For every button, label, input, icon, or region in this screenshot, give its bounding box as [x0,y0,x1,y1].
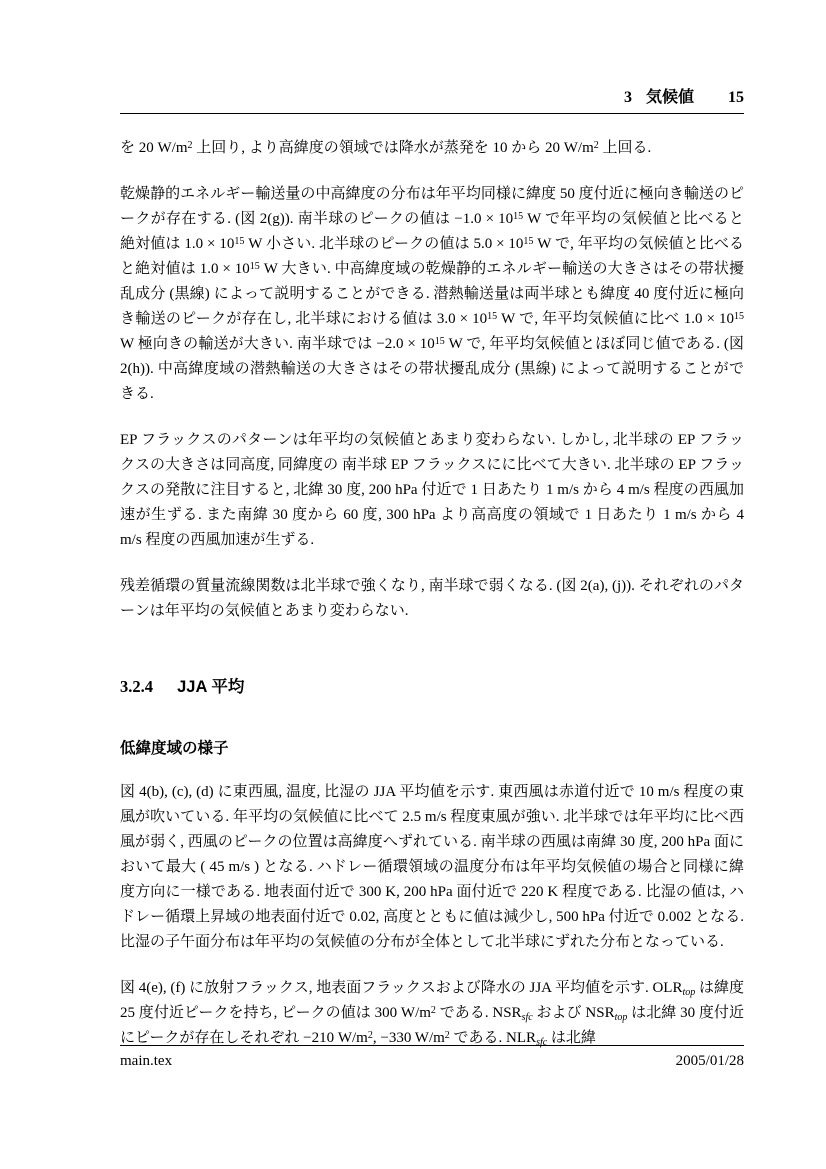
page-header [120,88,744,114]
page-footer [120,1040,744,1072]
header-section-title: 気候値 [645,89,694,106]
section-heading-title: JJA 平均 [177,678,245,696]
footer-filename: main.tex [120,1053,173,1069]
header-line [120,88,744,108]
paragraph-dry-static-energy-transport: 乾燥静的エネルギー輸送量の中高緯度の分布は年平均同様に緯度 50 度付近に極向き輸送のピークが存在する. (図 2(g)). 南半球のピークの値は $-1.0 \times 10^{15}$ W で年平均の気候値と比べると絶対値は $1.0 \times 10^{15}$ W 小さい. 北半球のピークの値は $5.0 \times 10^{15}$ W で, 年平均の気候値と比べると絶対値は $1.0 \times 10^{15}$ W 大きい. 中高緯度域の乾燥静的エネルギー輸送の大きさはその帯状擾乱成分 (黒線) によって説明することができる. 潜熱輸送量は両半球とも緯度 40 度付近に極向き輸送のピークが存在し, 北半球における値は $3.0 \times 10^{15}$ W で, 年平均気候値に比べ $1.0 \times 10^{15}$ W 極向きの輸送が大きい. 南半球では $-2.0 \times 10^{15}$ W で, 年平均気候値とほぼ同じ値である. (図 2(h)). 中高緯度域の潜熱輸送の大きさはその帯状擾乱成分 (黒線) によって説明することができる. [120,186,745,402]
section-heading-number: 3.2.4 [120,677,153,696]
paragraph-jja-radiative-flux: 図 4(e), (f) に放射フラックス, 地表面フラックスおよび降水の JJA 平均値を示す. $OLR_{top}$ は緯度 25 度付近ピークを持ち, ピークの値は 300 $W/m^2$ である. $NSR_{sfc}$ および $NSR_{top}$ は北緯 30 度付近にピークが存在しそれぞれ −210 $W/m^2$, −330 $W/m^2$ である. $NLR_{sfc}$ は北緯 [120,980,744,1048]
header-page-number: 15 [728,89,744,106]
footer-rule [120,1045,744,1046]
paragraph-evaporation: を 20 $W/m^2$ 上回り, より高緯度の領域では降水が蒸発を 10 から 20 $W/m^2$ 上回る. [120,139,652,156]
page-content [120,0,744,1072]
header-rule [120,113,744,114]
paragraph-ep-flux: EP フラックスのパターンは年平均の気候値とあまり変わらない. しかし, 北半球の EP フラックスの大きさは同高度, 同緯度の 南半球 EP フラックスにに比べて大きい. 北半球の EP フラックスの発散に注目すると, 北緯 30 度, 200 hPa 付近で 1 日あたり 1 m/s から 4 m/s 程度の西風加速が生ずる. また南緯 30 度から 60 度, 300 hPa より高高度の領域で 1 日あたり 1 m/s から 4 m/s 程度の西風加速が生ずる. [120,432,744,548]
subsection-heading: 低緯度域の様子 [120,740,229,757]
footer-line [120,1050,744,1072]
header-section-number: 3 [623,89,632,106]
paragraph-residual-circulation: 残差循環の質量流線関数は北半球で強くなり, 南半球で弱くなる. (図 2(a), (j)). それぞれのパターンは年平均の気候値とあまり変わらない. [120,578,744,619]
paragraph-jja-zonal-wind: 図 4(b), (c), (d) に東西風, 温度, 比湿の JJA 平均値を示す. 東西風は赤道付近で 10 m/s 程度の東風が吹いている. 年平均の気候値に比べて 2.5 m/s 程度東風が強い. 北半球では年平均に比べ西風が弱く, 西風のピークの位置は高緯度へずれている. 南半球の西風は南緯 30 度, 200 hPa 面において最大 ( 45 m/s ) となる. ハドレー循環領域の温度分布は年平均気候値の場合と同様に緯度方向に一様である. 地表面付近で 300 K, 200 hPa 面付近で 220 K 程度である. 比湿の値は, ハドレー循環上昇域の地表面付近で 0.02, 高度とともに値は減少し, 500 hPa 付近で 0.002 となる. 比湿の子午面分布は年平均の気候値の分布が全体として北半球にずれた分布となっている. [120,784,744,950]
section-heading [120,676,744,698]
footer-date: 2005/01/28 [675,1053,744,1069]
body-text [120,136,744,1051]
